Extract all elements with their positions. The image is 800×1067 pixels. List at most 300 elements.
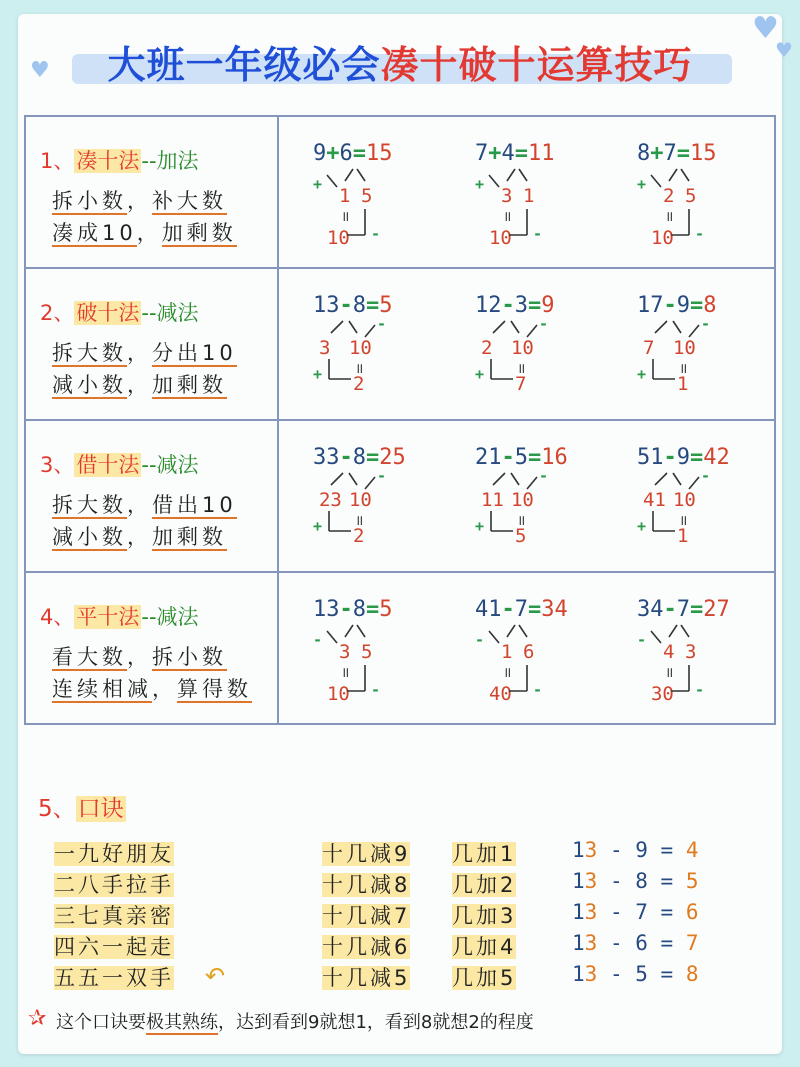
method-num: 3、 [40,453,75,477]
part-a: 7 [642,337,655,359]
heart-icon: ♥ [775,38,793,62]
eq-b: 8 [352,445,366,470]
part-b: 5 [360,185,373,207]
eq-result: 5 [379,293,393,318]
calc-tens: 1 [572,838,585,862]
arrow-line [651,631,661,643]
calc-ones: 3 [584,962,598,986]
rule-char: ， [127,373,152,397]
method-num: 1、 [40,149,75,173]
eq-result: 15 [365,141,393,166]
base-number: 40 [488,683,512,705]
sign-b: - [532,681,543,699]
arrow-line [527,325,537,337]
branch-line [655,473,667,485]
calc-eq: = [647,900,686,924]
eq-eq: = [527,293,542,318]
rule-char: 减 [52,373,77,397]
note-pre: 这个口诀要 [56,1012,146,1033]
eq-op: + [650,141,664,166]
calc-op: - [597,838,636,862]
decomposition-lines [461,421,621,571]
eq-a: 7 [474,141,489,166]
calc-result: 7 [685,931,699,955]
method-rule-line [52,185,227,215]
calc-b: 6 [635,931,648,955]
calc-tens: 1 [572,869,585,893]
decomposition-lines [461,117,621,267]
arrow-line [689,325,699,337]
rule-char: ， [127,189,152,213]
eq-eq: = [365,597,380,622]
branch-line [669,625,677,637]
calc-op: - [597,900,636,924]
rhyme-rule2-text: 几加4 [452,935,517,959]
part-a: 41 [642,489,666,511]
method-rule-line [52,641,227,671]
part-b: 10 [672,489,696,511]
rhyme-rule-text: 十几减8 [322,873,411,897]
example-item [461,421,621,571]
rule-char: 加 [161,221,187,245]
part-b: 1 [522,185,535,207]
base-number: 30 [650,683,674,705]
equals-vertical: ॥ [516,361,526,377]
sign-a: + [474,517,485,535]
arrow-line [327,631,337,643]
eq-op: - [339,293,353,318]
method-label-cell [25,268,278,420]
method-rule-line [52,521,227,551]
rule-char: ， [152,677,177,701]
sign-b: - [370,681,381,699]
method-name: 平十法 [76,605,140,629]
sign-b: - [376,467,387,485]
rhyme-text: 三七真亲密 [54,904,174,928]
rule-char: 分 [152,341,177,365]
rule-char: 小 [77,525,102,549]
rule-char: 看 [52,645,77,669]
rule-char: 拆 [52,341,77,365]
part-b: 10 [348,337,372,359]
method-name: 破十法 [76,301,140,325]
branch-line [357,169,365,181]
eq-a: 13 [312,597,340,622]
method-examples-cell [278,572,775,724]
calc-b: 8 [635,869,648,893]
rhyme-text: 五五一双手 [54,966,174,990]
part-b: 10 [510,489,534,511]
rule-char: 小 [77,373,102,397]
eq-a: 17 [636,293,664,318]
rule-char: ， [127,645,152,669]
branch-line [655,321,667,333]
rule-char: 10 [202,493,237,517]
eq-result: 16 [541,445,568,470]
rule-char: 拆 [152,645,177,669]
rhyme-phrase [54,900,174,930]
branch-line [349,473,357,485]
sign-b: - [376,315,387,333]
rhyme-rule2-text: 几加2 [452,873,517,897]
eq-result: 9 [541,293,555,318]
rule-char: 拆 [52,189,77,213]
rule-char: 相 [102,677,127,701]
rhyme-rule [322,869,410,899]
example-item [623,573,783,723]
rule-char: 借 [152,493,177,517]
eq-result: 42 [703,445,730,470]
equals-vertical: ॥ [502,665,512,681]
rule-char: 加 [152,525,177,549]
eq-eq: = [689,445,704,470]
part-a: 3 [318,337,331,359]
rhyme-rule2-text: 几加1 [452,842,517,866]
equals-vertical: ॥ [664,665,674,681]
rule-char: 小 [177,645,202,669]
part-a: 2 [480,337,493,359]
calc-ones: 3 [584,838,598,862]
sign-a: + [636,365,647,383]
sign-a: - [636,631,647,649]
eq-op: - [663,597,677,622]
example-item [299,269,459,419]
rhyme-rule-text: 十几减9 [322,842,411,866]
rule-char: 续 [77,677,102,701]
base-number: 2 [352,525,365,547]
rule-char: 补 [152,189,177,213]
eq-result: 25 [379,445,406,470]
rhyme-phrase [54,931,174,961]
decomposition-lines [299,117,459,267]
eq-a: 51 [636,445,664,470]
sign-b: - [532,225,543,243]
calc-b: 9 [635,838,648,862]
rhyme-calc [572,869,699,893]
calc-eq: = [647,869,686,893]
decomposition-lines [623,573,783,723]
heart-icon: ♥ [752,11,779,46]
rule-char: 数 [202,525,227,549]
base-number: 10 [326,683,350,705]
method-heading [40,297,199,327]
rule-char: 数 [102,341,127,365]
eq-op: - [339,597,353,622]
sign-b: - [700,467,711,485]
method-label-cell [25,420,278,572]
sign-a: - [312,631,323,649]
branch-line [331,321,343,333]
method-row [25,268,775,420]
method-rule-line [52,217,237,247]
rhyme-rule2 [452,931,516,961]
part-b: 10 [348,489,372,511]
rule-char: 数 [102,493,127,517]
calc-b: 5 [635,962,648,986]
rule-char: 成 [77,221,102,245]
eq-a: 12 [474,293,502,318]
sign-b: - [538,467,549,485]
arrow-line [365,477,375,489]
eq-a: 41 [474,597,502,622]
calc-tens: 1 [572,931,585,955]
eq-eq: = [514,141,528,166]
method-rule-line [52,673,252,703]
equals-vertical: ॥ [354,361,364,377]
page-title [0,34,800,89]
equals-vertical: ॥ [340,665,350,681]
equals-vertical: ॥ [502,209,512,225]
part-b: 6 [522,641,535,663]
example-item [461,269,621,419]
rhyme-phrase [54,962,174,992]
rule-char: 数 [102,189,127,213]
branch-line [519,625,527,637]
rule-char: 数 [227,677,252,701]
method-rule-line [52,369,227,399]
method-type: --减法 [141,301,199,325]
eq-b: 7 [663,141,677,166]
note-post: ，达到看到9就想1，看到8就想2的程度 [218,1012,534,1033]
rhyme-rule2-text: 几加5 [452,966,517,990]
calc-ones: 3 [584,869,598,893]
eq-eq: = [689,597,704,622]
equals-vertical: ॥ [340,209,350,225]
branch-line [511,321,519,333]
base-number: 2 [352,373,365,395]
calc-result: 6 [685,900,699,924]
method-row [25,572,775,724]
calc-eq: = [647,931,686,955]
example-item [623,421,783,571]
part-a: 3 [338,641,351,663]
branch-line [345,625,353,637]
rhyme-rule [322,838,410,868]
method-rule-line [52,337,237,367]
rhyme-rule [322,962,410,992]
rule-char: 减 [127,677,152,701]
eq-eq: = [365,445,380,470]
rule-char: 算 [177,677,202,701]
example-item [623,269,783,419]
equals-vertical: ॥ [678,361,688,377]
decomposition-lines [299,421,459,571]
part-a: 3 [500,185,513,207]
decomposition-lines [461,573,621,723]
decomposition-lines [461,269,621,419]
sign-a: + [636,517,647,535]
rhyme-rule-text: 十几减7 [322,904,411,928]
rule-char: 数 [102,525,127,549]
eq-result: 34 [541,597,568,622]
example-item [461,117,621,267]
sign-b: - [700,315,711,333]
rule-char: 10 [102,221,137,245]
eq-b: 9 [676,293,690,318]
eq-eq: = [352,141,366,166]
eq-b: 7 [514,597,528,622]
eq-op: - [339,445,353,470]
method-type: --加法 [141,149,199,173]
arrow-line [327,175,337,187]
eq-b: 3 [514,293,528,318]
eq-op: - [663,293,677,318]
method-num: 4、 [40,605,75,629]
eq-op: - [663,445,677,470]
eq-b: 8 [352,293,366,318]
base-number: 7 [514,373,527,395]
eq-a: 34 [636,597,664,622]
part-b: 3 [684,641,697,663]
part-b: 5 [684,185,697,207]
eq-eq: = [527,597,542,622]
sign-a: + [312,517,323,535]
rule-char: ， [127,493,152,517]
rule-char: ， [136,221,162,245]
arrow-line [365,325,375,337]
heart-icon: ♥ [30,58,50,83]
rhymes-title: 口诀 [77,796,124,822]
base-number: 1 [676,373,689,395]
rule-char: 得 [202,677,227,701]
method-row [25,420,775,572]
eq-a: 8 [636,141,651,166]
calc-op: - [597,869,636,893]
method-type: --减法 [141,453,199,477]
decomposition-lines [623,421,783,571]
eq-op: + [326,141,340,166]
calc-ones: 3 [584,900,598,924]
eq-b: 7 [676,597,690,622]
method-examples-cell [278,116,775,268]
base-number: 10 [326,227,350,249]
branch-line [349,321,357,333]
rhyme-calc [572,962,699,986]
part-a: 4 [662,641,675,663]
branch-line [345,169,353,181]
branch-line [507,169,515,181]
rule-char: 出 [177,493,202,517]
base-number: 10 [488,227,512,249]
branch-line [673,321,681,333]
sign-b: - [370,225,381,243]
rule-char: 大 [77,493,102,517]
branch-line [357,625,365,637]
branch-line [681,169,689,181]
eq-eq: = [676,141,690,166]
calc-tens: 1 [572,962,585,986]
rule-char: 数 [102,645,127,669]
rhyme-text: 二八手拉手 [54,873,174,897]
calc-result: 5 [685,869,699,893]
equals-vertical: ॥ [678,513,688,529]
example-item [299,573,459,723]
sign-a: - [474,631,485,649]
part-b: 10 [672,337,696,359]
rule-char: 数 [202,373,227,397]
method-examples-cell [278,420,775,572]
rule-char: 小 [77,189,102,213]
sign-b: - [694,225,705,243]
rhyme-calc [572,931,699,955]
method-heading [40,145,199,175]
equals-vertical: ॥ [516,513,526,529]
title-part2: 凑十破十运算技巧 [380,43,693,87]
rule-char: 连 [52,677,77,701]
arrow-line [689,477,699,489]
method-row [25,116,775,268]
rhyme-phrase [54,869,174,899]
eq-result: 27 [703,597,730,622]
note-emph: 极其熟练 [146,1012,218,1033]
rule-char: 数 [102,373,127,397]
rule-char: 数 [202,645,227,669]
methods-table [24,115,776,725]
base-number: 1 [676,525,689,547]
branch-line [669,169,677,181]
eq-a: 13 [312,293,340,318]
rhyme-rule-text: 十几减6 [322,935,411,959]
calc-b: 7 [635,900,648,924]
base-number: 5 [514,525,527,547]
part-a: 1 [338,185,351,207]
method-type: --减法 [141,605,199,629]
part-a: 2 [662,185,675,207]
method-name: 借十法 [76,453,140,477]
rule-char: 出 [177,341,202,365]
rhyme-rule [322,931,410,961]
branch-line [331,473,343,485]
eq-a: 9 [312,141,327,166]
method-num: 2、 [40,301,75,325]
rule-char: 凑 [52,221,77,245]
branch-line [673,473,681,485]
equals-vertical: ॥ [664,209,674,225]
eq-eq: = [527,445,542,470]
branch-line [507,625,515,637]
rhyme-text: 一九好朋友 [54,842,174,866]
star-icon: ✰ [28,1006,47,1031]
method-examples-cell [278,268,775,420]
rhyme-rule-text: 十几减5 [322,966,411,990]
eq-b: 5 [514,445,528,470]
rhymes-heading [38,790,126,823]
part-b: 10 [510,337,534,359]
note-text [56,1008,534,1034]
eq-op: - [501,597,515,622]
eq-a: 33 [312,445,340,470]
rule-char: 剩 [186,221,212,245]
rule-char: 大 [77,341,102,365]
rule-char: ， [127,525,152,549]
arrow-line [489,175,499,187]
eq-b: 6 [339,141,353,166]
example-item [461,573,621,723]
calc-op: - [597,962,636,986]
rhyme-calc [572,838,699,862]
arrow-line [489,631,499,643]
rhymes-num: 5、 [38,796,76,822]
branch-line [519,169,527,181]
decomposition-lines [299,269,459,419]
example-item [299,117,459,267]
part-a: 1 [500,641,513,663]
rhyme-phrase [54,838,174,868]
base-number: 10 [650,227,674,249]
calc-op: - [597,931,636,955]
rule-char: 拆 [52,493,77,517]
part-b: 5 [360,641,373,663]
